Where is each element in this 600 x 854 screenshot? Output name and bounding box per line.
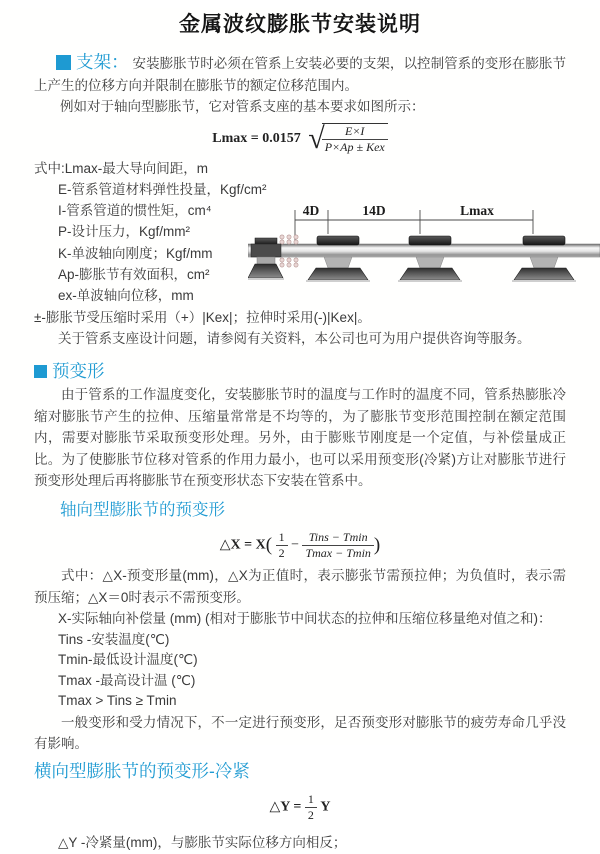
support-intro-text: 安装膨胀节时必须在管系上安装必要的支架，以控制管系的变形在膨胀节上产生的位移方向并限制在膨胀节的额定位移范围内。 xyxy=(34,56,567,93)
page-title: 金属波纹膨胀节安装说明 xyxy=(179,13,421,36)
definition-line: ex-单波轴向位移，mm xyxy=(58,288,194,304)
lmax-formula-prefix: Lmax = 0.0157 xyxy=(212,130,301,146)
document-content xyxy=(0,52,600,854)
guide-support xyxy=(398,236,462,282)
lateral-note-line: △Y -冷紧量(mm)，与膨胀节实际位移方向相反； xyxy=(58,835,347,851)
half-numerator: 1 xyxy=(305,792,317,808)
lmax-formula xyxy=(34,123,566,155)
lateral-formula-half-fraction xyxy=(305,792,317,823)
half-denominator: 2 xyxy=(278,546,285,561)
definition-line: P-设计压力，Kgf/mm² xyxy=(58,224,191,240)
plus-minus-note: ±-膨胀节受压缩时采用（+）|Kex|；拉伸时采用(-)|Kex|。 xyxy=(34,309,371,325)
definition-line: Ap-膨胀节有效面积，cm² xyxy=(58,266,210,282)
section-bullet-icon xyxy=(34,365,47,378)
preform-body-paragraph: 由于管系的工作温度变化，安装膨胀节时的温度与工作时的温度不同，管系热膨胀冷缩对膨胀节产生的拉伸、压缩量常常是不均等的，为了膨胀节变形范围控制在额定范围内，需要对膨胀节采取预变形处理。另外，由于膨账节刚度是一个定值，与补偿量成正比。为了使膨胀节位移对管系的作用力最小，也可以采用预变形(冷紧)方让对膨胀节进行预变形处理后再将膨胀节在预变形状态下安装在管系中。 xyxy=(34,387,566,489)
half-numerator: 1 xyxy=(276,530,288,546)
definition-line: 式中:Lmax-最大导向间距，m xyxy=(34,160,209,176)
definition-line: E-管系管道材料弹性投量，Kgf/cm² xyxy=(58,181,267,197)
section-bullet-icon xyxy=(56,55,71,70)
x-definition-line: X-实际轴向补偿量 (mm) (相对于膨胀节中间状态的拉伸和压缩位移量绝对值之和)： xyxy=(58,611,552,627)
support-section-heading: 支架： xyxy=(76,52,129,72)
half-denominator: 2 xyxy=(307,808,314,823)
lateral-formula-lhs: △Y = xyxy=(269,799,302,815)
anchor-support xyxy=(248,238,284,280)
axial-formula-temp-fraction xyxy=(302,530,373,561)
guide-support xyxy=(512,236,576,282)
axial-formula-half-fraction xyxy=(276,530,288,561)
minus-sign: − xyxy=(291,537,299,553)
pipe-support-diagram xyxy=(248,200,600,298)
lmax-formula-numerator: E×I xyxy=(322,124,388,140)
temp-definition-line: Tmin-最低设计温度(℃) xyxy=(58,652,198,668)
left-paren: ( xyxy=(265,534,273,556)
dimension-label-lmax: Lmax xyxy=(460,203,494,218)
sqrt-radical-icon: √ xyxy=(308,121,325,155)
right-paren: ) xyxy=(373,534,381,556)
axial-general-note: 一般变形和受力情况下，不一定进行预变形，足否预变形对膨胀节的疲劳寿命几乎没有影响。 xyxy=(34,714,566,752)
preform-section-heading: 预变形 xyxy=(52,360,105,381)
lmax-formula-fraction xyxy=(322,123,388,155)
service-note: 关于管系支座设计问题，请参阅有关资料，本公司也可为用户提供咨询等服务。 xyxy=(58,331,531,347)
lmax-formula-denominator: P×Ap ± Kex xyxy=(324,139,385,154)
temp-definition-line: Tmax -最高设计温 (℃) xyxy=(58,672,196,688)
definition-line: K-单波轴向刚度；Kgf/mm xyxy=(58,245,213,261)
guide-support xyxy=(306,236,370,282)
definition-line: I-管系管道的惯性矩，cm⁴ xyxy=(58,203,212,219)
lateral-preform-formula xyxy=(34,792,566,823)
axial-formula-explanation: 式中：△X-预变形量(mm)，△X为正值时，表示膨张节需预拉伸；为负值时，表示需预压缩；△X＝0时表示不需预变形。 xyxy=(34,568,566,605)
preform-section-heading-row xyxy=(34,361,566,383)
temp-relation-line: Tmax > Tins ≥ Tmin xyxy=(58,693,177,709)
document-page xyxy=(0,8,600,851)
dimension-label-14d: 14D xyxy=(362,203,386,218)
temp-denominator: Tmax − Tmin xyxy=(305,546,371,561)
temp-numerator: Tins − Tmin xyxy=(302,530,373,546)
support-section-paragraph xyxy=(34,52,566,96)
axial-preform-formula xyxy=(34,530,566,561)
support-example-line: 例如对于轴向型膨胀节，它对管系支座的基本要求如图所示： xyxy=(60,99,425,114)
axial-formula-lhs: △X = X xyxy=(219,537,266,553)
temp-definition-line: Tins -安装温度(℃) xyxy=(58,631,170,647)
dimension-label-4d: 4D xyxy=(302,203,320,218)
dimension-lines xyxy=(295,210,533,240)
axial-subsection-heading: 轴向型膨胀节的预变形 xyxy=(60,500,225,519)
pipe xyxy=(248,244,600,257)
lateral-subsection-heading: 横向型膨胀节的预变形-冷紧 xyxy=(34,760,250,781)
lateral-formula-rhs: Y xyxy=(320,799,331,815)
